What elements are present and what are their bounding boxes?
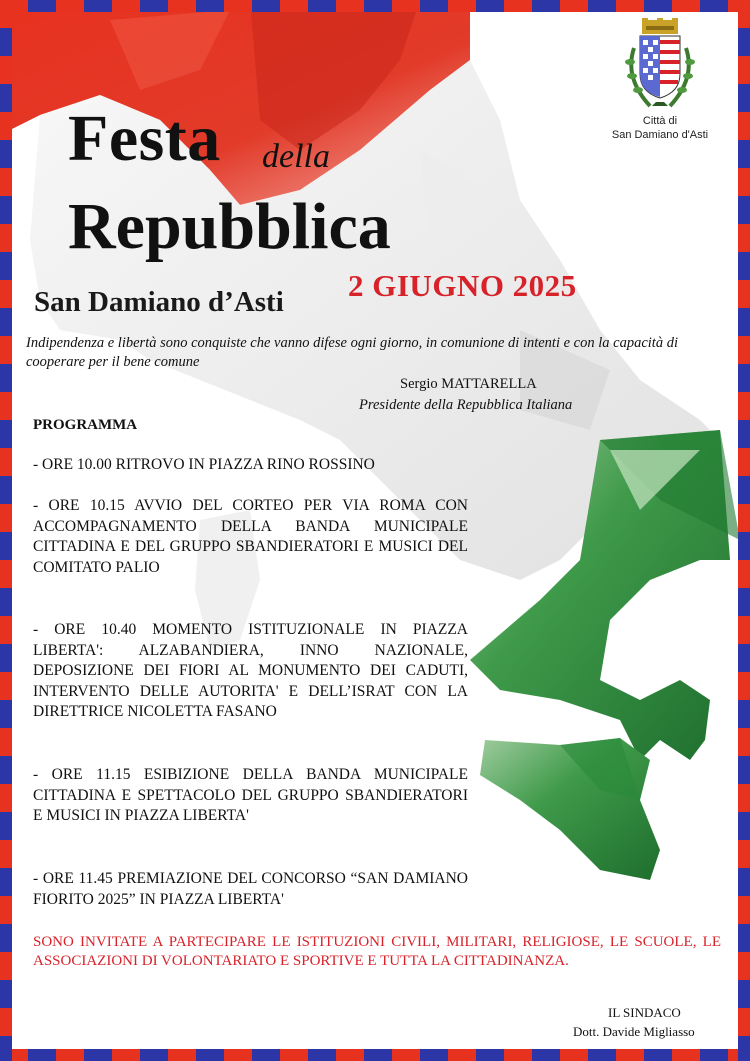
title-festa: Festa bbox=[68, 102, 221, 175]
programma-item: - ORE 10.00 RITROVO IN PIAZZA RINO ROSSINO bbox=[33, 456, 375, 473]
title-della: della bbox=[262, 138, 330, 175]
quote-author: Sergio MATTARELLA bbox=[400, 376, 537, 392]
programma-item: - ORE 10.15 AVVIO DEL CORTEO PER VIA ROMA CON ACCOMPAGNAMENTO DELLA BANDA MUNICIPALE CITTADINA E DEL GRUPPO SBANDIERATORI E MUSICI DEL COMITATO PALIO bbox=[33, 497, 468, 576]
border-bottom bbox=[0, 1049, 750, 1061]
crest-caption-line1: Città di bbox=[642, 115, 678, 127]
crest-caption bbox=[600, 114, 720, 142]
title-repubblica: Repubblica bbox=[68, 190, 391, 263]
event-date: 2 GIUGNO 2025 bbox=[348, 268, 577, 303]
invitation-text: SONO INVITATE A PARTECIPARE LE ISTITUZIONI CIVILI, MILITARI, RELIGIOSE, LE SCUOLE, LE ASSOCIAZIONI DI VOLONTARIATO E SPORTIVE E TUTTA LA CITTADINANZA. bbox=[33, 934, 721, 969]
signature-title: IL SINDACO bbox=[608, 1005, 681, 1020]
programma-item: - ORE 10.40 MOMENTO ISTITUZIONALE IN PIAZZA LIBERTA': ALZABANDIERA, INNO NAZIONALE, DEPOSIZIONE DEI FIORI AL MONUMENTO DEI CADUTI, INTERVENTO DELLE AUTORITA' E DELL’ISRAT CON LA DIRETTRICE NICOLETTA FASANO bbox=[33, 621, 468, 720]
quote-author-role: Presidente della Repubblica Italiana bbox=[359, 397, 573, 413]
signature-name: Dott. Davide Migliasso bbox=[573, 1024, 695, 1039]
quote-text: Indipendenza e libertà sono conquiste che vanno difese ogni giorno, in comunione di intenti e con la capacità di cooperare per il bene comune bbox=[26, 335, 678, 370]
crest-caption-line2: San Damiano d'Asti bbox=[611, 129, 709, 141]
border-left bbox=[0, 0, 12, 1061]
border-right bbox=[738, 0, 750, 1061]
city-crest-icon bbox=[620, 18, 700, 114]
town-name: San Damiano d’Asti bbox=[34, 286, 284, 318]
programma-item: - ORE 11.45 PREMIAZIONE DEL CONCORSO “SAN DAMIANO FIORITO 2025” IN PIAZZA LIBERTA' bbox=[33, 870, 468, 908]
programma-title: PROGRAMMA bbox=[33, 417, 138, 433]
programma-item: - ORE 11.15 ESIBIZIONE DELLA BANDA MUNICIPALE CITTADINA E SPETTACOLO DEL GRUPPO SBANDIERATORI E MUSICI IN PIAZZA LIBERTA' bbox=[33, 766, 468, 824]
border-top bbox=[0, 0, 750, 12]
